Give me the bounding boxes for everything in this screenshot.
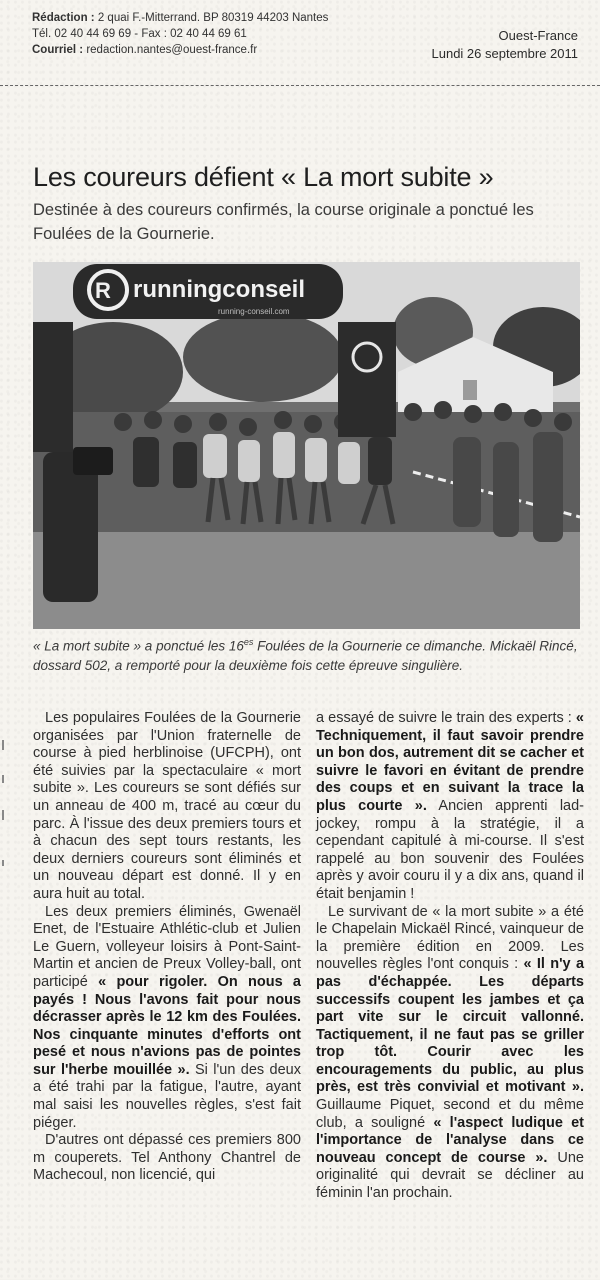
paragraph (33, 904, 301, 1133)
article-headline: Les coureurs défient « La mort subite » (33, 162, 494, 192)
paragraph-text: Les deux premiers éliminés, Gwenaël Enet, de l'Estuaire Athlétic-club et Julien Le Guern, volleyeur loisirs à Pont-Saint-Martin et ancien de Preux Volley-ball, ont participé (33, 903, 301, 990)
redaction-address: 2 quai F.-Mitterrand. BP 80319 44203 Nantes (97, 12, 329, 24)
margin-marks (0, 700, 6, 1280)
caption-part-2: Foulées de la Gournerie ce dimanche. Mickaël Rincé, dossard 502, a remporté pour la deuxième fois cette épreuve singulière. (33, 638, 578, 673)
email-line (32, 42, 328, 58)
paragraph-text: Guillaume Piquet, second et du même club, a souligné (316, 1097, 584, 1131)
paragraph: Les populaires Foulées de la Gournerie organisées par l'Union fraternelle de course à pied herblinoise (UFCPH), ont été suivies par la spectaculaire « mort subite ». Les coureurs se sont défiés sur un anneau de 400 m, tracé au cœur du parc. À l'issue des deux premiers tours et à chacun des sept tours restants, les deux derniers coureurs sont éliminés et un nouveau départ est donné. Il y en aura huit au total. (33, 710, 301, 902)
quote-bold: « l'aspect ludique et l'importance de l'analyse dans ce nouveau concept de course ». (316, 1114, 584, 1166)
publication-date: Lundi 26 septembre 2011 (431, 46, 578, 61)
caption-superscript: es (243, 637, 254, 647)
paragraph: D'autres ont dépassé ces premiers 800 m couperets. Tel Anthony Chantrel de Machecoul, non licencié, qui (33, 1132, 301, 1184)
paragraph-text: a essayé de suivre le train des experts : (316, 710, 576, 726)
race-start-photo (33, 262, 580, 629)
photo-caption (33, 633, 578, 675)
courriel-label: Courriel : (32, 44, 84, 56)
quote-bold: « pour rigoler. On nous a payés ! Nous l'avons fait pour nous décrasser après le 12 km des Foulées. Nos cinquante minutes d'efforts ont pesé et nous n'avions pas de pointes sur l'herbe mouillée ». (33, 973, 301, 1078)
paragraph (316, 710, 584, 904)
header-divider (0, 85, 600, 86)
redaction-line (32, 10, 328, 26)
paragraph-text: Ancien apprenti lad-jockey, rompu à la stratégie, il a cependant capitulé à mi-course. Il s'est rappelé au bon souvenir des Foulées après y avoir couru il y a dix ans, quand il était benjamin ! (316, 797, 584, 902)
arch-url-text: running-conseil.com (218, 307, 290, 316)
quote-bold: « Techniquement, il faut savoir prendre un bon dos, autrement dit se cacher et suivre le favori en évitant de prendre des coups et en suivant la trace la plus courte ». (316, 710, 584, 814)
publication-name: Ouest-France (498, 28, 578, 43)
paragraph (316, 904, 584, 1203)
article-column-left (33, 710, 301, 1185)
contact-block (32, 10, 328, 58)
article-column-right (316, 710, 584, 1203)
quote-bold: « Il n'y a pas d'échappée. Les départs successifs coupent les jambes et ça part vite sur le circuit vallonné. Tactiquement, il ne faut pas se griller trop tôt. Courir avec les encouragements du public, au plus près, est très convivial et motivant ». (316, 956, 585, 1096)
caption-part-1: « La mort subite » a ponctué les 16 (33, 638, 244, 654)
phone-fax-line: Tél. 02 40 44 69 69 - Fax : 02 40 44 69 61 (32, 28, 247, 40)
paragraph-text: Le survivant de « la mort subite » a été le Chapelain Mickaël Rincé, vainqueur de la première édition en 2009. Les nouvelles règles l'ont conquis : (316, 903, 584, 973)
article-deck: Destinée à des coureurs confirmés, la course originale a ponctué les Foulées de la Gournerie. (33, 201, 534, 243)
arch-logo-letter: R (95, 278, 111, 303)
publication-info (432, 27, 578, 63)
email-address: redaction.nantes@ouest-france.fr (86, 44, 258, 56)
arch-brand-text: runningconseil (133, 276, 306, 303)
paragraph-text: Une originalité qui devrait se décliner au féminin l'an prochain. (316, 1149, 584, 1202)
redaction-label: Rédaction : (32, 12, 95, 24)
paragraph-text: Si l'un des deux a été trahi par la fatigue, l'autre, ayant mal saisi les nouvelles règles, s'est fait piéger. (33, 1061, 301, 1131)
